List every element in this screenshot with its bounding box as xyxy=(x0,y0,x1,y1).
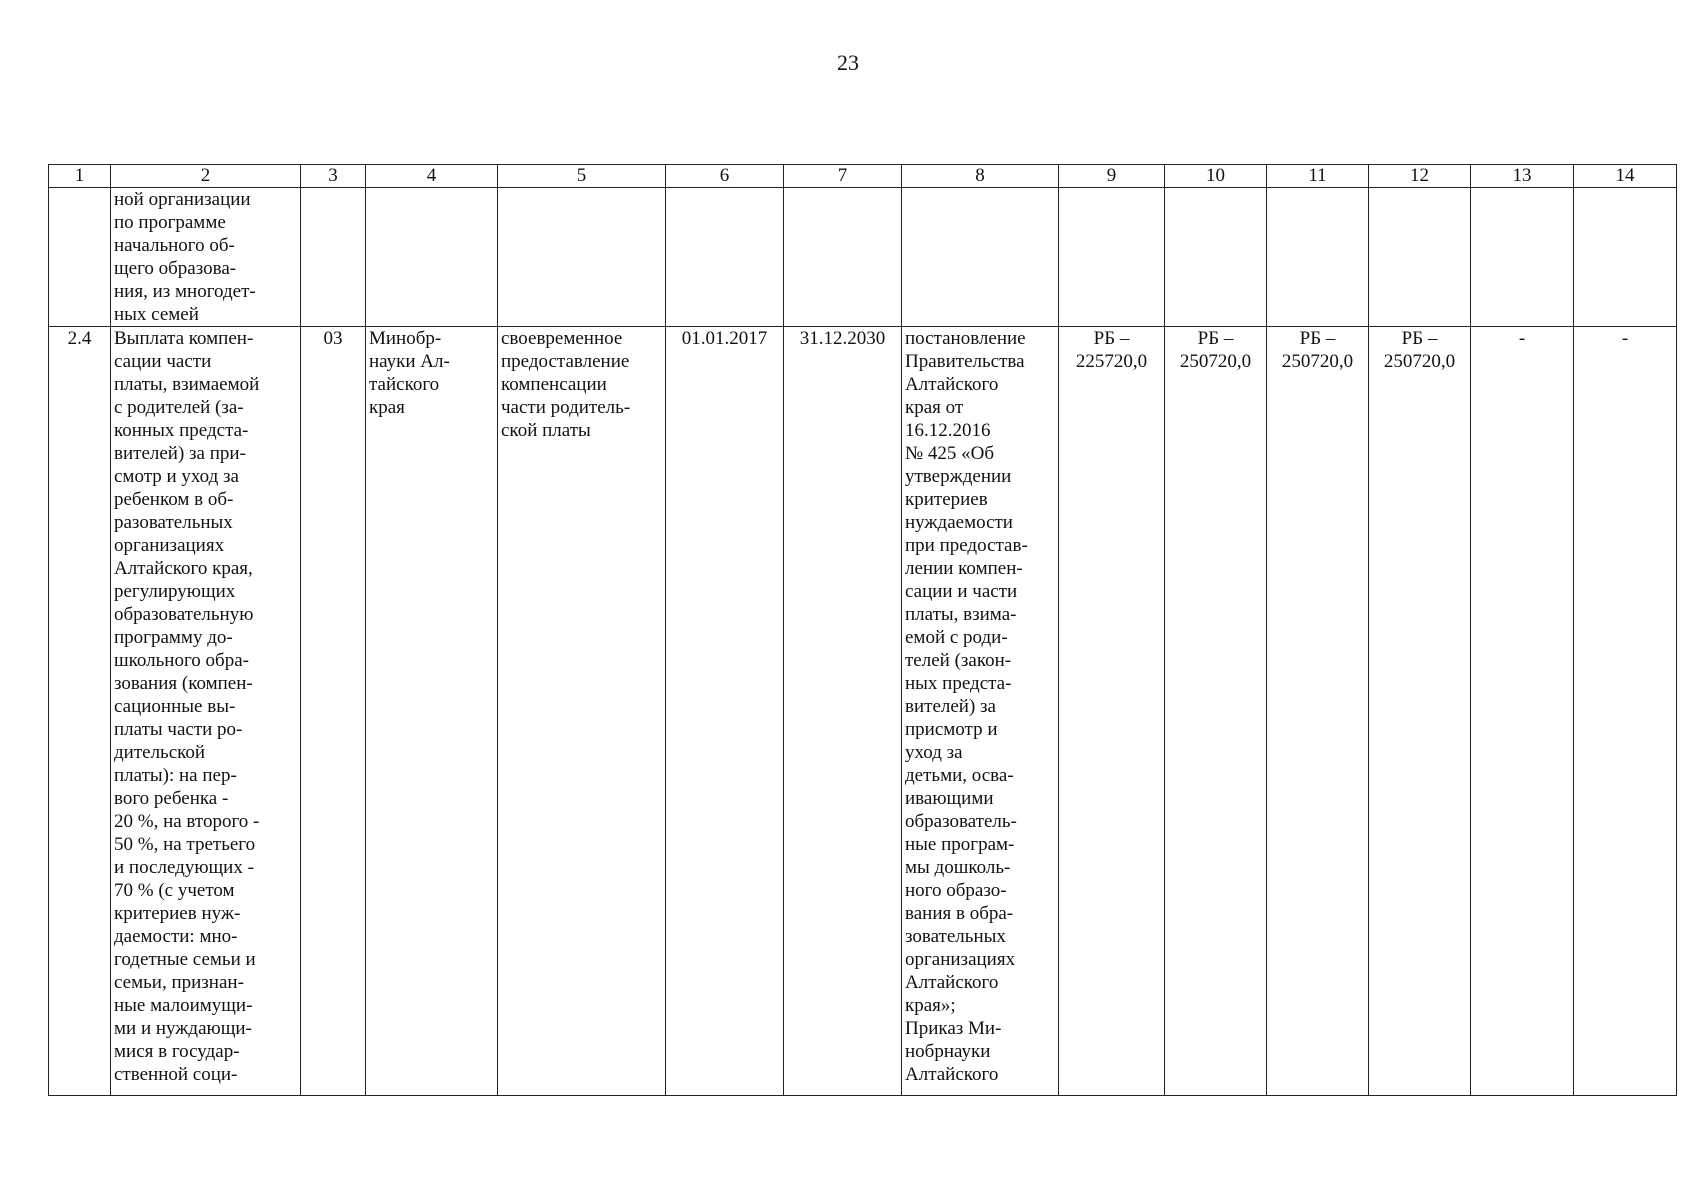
text-line: Правительства xyxy=(905,351,1025,372)
text-line: края»; xyxy=(905,995,956,1016)
cell-empty xyxy=(49,188,111,327)
cell-empty xyxy=(1165,188,1267,327)
cell-legal-basis xyxy=(902,327,1059,1096)
text-line: 50 %, на третьего xyxy=(114,834,256,855)
cell-code: 03 xyxy=(301,327,366,1096)
text-line: платы, взимаемой xyxy=(114,374,260,395)
text-line: организациях xyxy=(905,949,1016,970)
text-line: ные програм- xyxy=(905,834,1015,855)
text-line: семьи, признан- xyxy=(114,972,244,993)
cell-row-number: 2.4 xyxy=(49,327,111,1096)
cell-description xyxy=(111,188,301,327)
header-row xyxy=(49,165,1677,188)
text-line: платы, взима- xyxy=(905,604,1017,625)
text-line: образователь- xyxy=(905,811,1017,832)
page-number: 23 xyxy=(837,50,859,75)
cell-empty xyxy=(1267,188,1369,327)
cell-empty xyxy=(498,188,666,327)
cell-start-date: 01.01.2017 xyxy=(666,327,784,1096)
text-line: щего образова- xyxy=(114,258,237,279)
cell-empty xyxy=(301,188,366,327)
text-line: края от xyxy=(905,397,964,418)
text-line: школьного обра- xyxy=(114,650,249,671)
text-line: годетные семьи и xyxy=(114,949,256,970)
text-line: ми и нуждающи- xyxy=(114,1018,252,1039)
cell-result xyxy=(498,327,666,1096)
text-line: Алтайского xyxy=(905,1064,999,1085)
text-line: ных семей xyxy=(114,304,199,325)
text-line: № 425 «Об xyxy=(905,443,995,464)
text-line: ственной соци- xyxy=(114,1064,238,1085)
header-cell: 1 xyxy=(49,165,111,188)
text-line: РБ – xyxy=(1401,328,1438,349)
text-line: Минобр- xyxy=(369,328,442,349)
text-line: вителей) за xyxy=(905,696,996,717)
text-line: Алтайского xyxy=(905,972,999,993)
text-line: вителей) за при- xyxy=(114,443,246,464)
text-line: сационные вы- xyxy=(114,696,236,717)
text-line: уход за xyxy=(905,742,963,763)
cell-empty xyxy=(366,188,498,327)
text-line: постановление xyxy=(905,328,1026,349)
text-line: присмотр и xyxy=(905,719,998,740)
continuation-row xyxy=(49,188,1677,327)
text-line: сации части xyxy=(114,351,212,372)
text-line: Алтайского xyxy=(905,374,999,395)
header-cell: 8 xyxy=(902,165,1059,188)
header-cell: 9 xyxy=(1059,165,1165,188)
text-line: науки Ал- xyxy=(369,351,450,372)
text-line: нуждаемости xyxy=(905,512,1013,533)
text-line: начального об- xyxy=(114,235,235,256)
text-line: телей (закон- xyxy=(905,650,1012,671)
header-cell: 13 xyxy=(1471,165,1574,188)
cell-funding-11 xyxy=(1267,327,1369,1096)
text-line: и последующих - xyxy=(114,857,254,878)
header-cell: 3 xyxy=(301,165,366,188)
text-line: Выплата компен- xyxy=(114,328,254,349)
cell-empty xyxy=(1059,188,1165,327)
header-cell: 4 xyxy=(366,165,498,188)
text-line: программу до- xyxy=(114,627,233,648)
text-line: 250720,0 xyxy=(1281,351,1354,372)
text-line: платы): на пер- xyxy=(114,765,237,786)
text-line: 20 %, на второго - xyxy=(114,811,260,832)
header-cell: 5 xyxy=(498,165,666,188)
text-line: ной организации xyxy=(114,189,251,210)
text-line: образовательную xyxy=(114,604,254,625)
cell-empty xyxy=(784,188,902,327)
text-line: детьми, осва- xyxy=(905,765,1014,786)
text-line: зовательных xyxy=(905,926,1006,947)
text-line: Алтайского края, xyxy=(114,558,253,579)
text-line: при предостав- xyxy=(905,535,1028,556)
text-line: по программе xyxy=(114,212,226,233)
program-table xyxy=(48,164,1677,1096)
cell-end-date: 31.12.2030 xyxy=(784,327,902,1096)
text-line: ного образо- xyxy=(905,880,1007,901)
text-line: даемости: мно- xyxy=(114,926,238,947)
text-line: тайского xyxy=(369,374,440,395)
cell-funding-12 xyxy=(1369,327,1471,1096)
text-line: 16.12.2016 xyxy=(905,420,991,441)
text-line: критериев xyxy=(905,489,988,510)
text-line: платы части ро- xyxy=(114,719,243,740)
text-line: ных предста- xyxy=(905,673,1012,694)
text-line: с родителей (за- xyxy=(114,397,244,418)
text-line: вого ребенка - xyxy=(114,788,229,809)
text-line: критериев нуж- xyxy=(114,903,241,924)
text-line: мися в государ- xyxy=(114,1041,240,1062)
cell-empty xyxy=(1471,188,1574,327)
table-row-2-4 xyxy=(49,327,1677,1096)
text-line: РБ – xyxy=(1197,328,1234,349)
cell-col14: - xyxy=(1574,327,1677,1096)
cell-description xyxy=(111,327,301,1096)
header-cell: 11 xyxy=(1267,165,1369,188)
cell-empty xyxy=(902,188,1059,327)
cell-empty xyxy=(666,188,784,327)
text-line: сации и части xyxy=(905,581,1018,602)
text-line: мы дошколь- xyxy=(905,857,1011,878)
header-cell: 6 xyxy=(666,165,784,188)
text-line: регулирующих xyxy=(114,581,236,602)
text-line: ребенком в об- xyxy=(114,489,234,510)
text-line: вания в обра- xyxy=(905,903,1014,924)
text-line: ской платы xyxy=(501,420,591,441)
text-line: ивающими xyxy=(905,788,994,809)
header-cell: 10 xyxy=(1165,165,1267,188)
header-cell: 14 xyxy=(1574,165,1677,188)
cell-col13: - xyxy=(1471,327,1574,1096)
text-line: своевременное xyxy=(501,328,623,349)
text-line: 250720,0 xyxy=(1383,351,1456,372)
cell-empty xyxy=(1369,188,1471,327)
text-line: ния, из многодет- xyxy=(114,281,256,302)
text-line: организациях xyxy=(114,535,225,556)
cell-executor xyxy=(366,327,498,1096)
header-cell: 7 xyxy=(784,165,902,188)
text-line: конных предста- xyxy=(114,420,249,441)
text-line: края xyxy=(369,397,405,418)
text-line: 70 % (с учетом xyxy=(114,880,235,901)
text-line: утверждении xyxy=(905,466,1012,487)
text-line: компенсации xyxy=(501,374,607,395)
text-line: нобрнауки xyxy=(905,1041,991,1062)
text-line: части родитель- xyxy=(501,397,631,418)
header-cell: 12 xyxy=(1369,165,1471,188)
text-line: смотр и уход за xyxy=(114,466,239,487)
text-line: емой с роди- xyxy=(905,627,1008,648)
text-line: РБ – xyxy=(1093,328,1130,349)
text-line: дительской xyxy=(114,742,206,763)
text-line: разовательных xyxy=(114,512,233,533)
text-line: лении компен- xyxy=(905,558,1023,579)
cell-funding-9 xyxy=(1059,327,1165,1096)
cell-funding-10 xyxy=(1165,327,1267,1096)
text-line: 225720,0 xyxy=(1075,351,1148,372)
cell-empty xyxy=(1574,188,1677,327)
text-line: ные малоимущи- xyxy=(114,995,253,1016)
text-line: РБ – xyxy=(1299,328,1336,349)
text-line: 250720,0 xyxy=(1179,351,1252,372)
text-line: Приказ Ми- xyxy=(905,1018,1002,1039)
header-cell: 2 xyxy=(111,165,301,188)
text-line: предоставление xyxy=(501,351,630,372)
text-line: зования (компен- xyxy=(114,673,253,694)
